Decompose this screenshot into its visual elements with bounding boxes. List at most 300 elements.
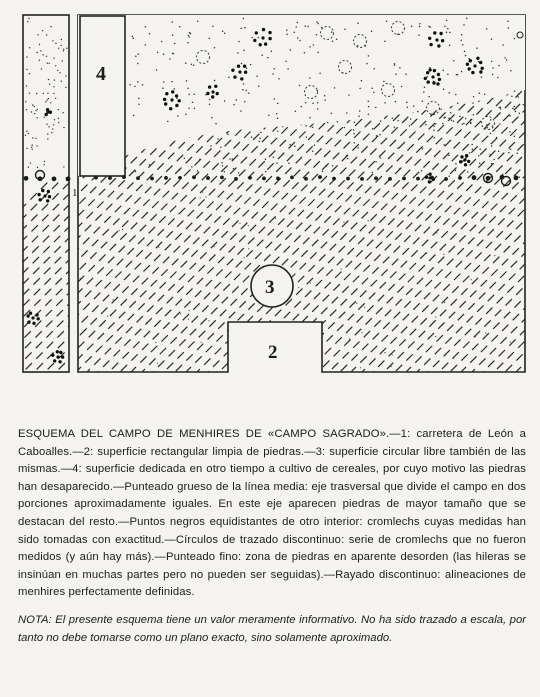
hatch-line xyxy=(534,0,540,400)
cromlech-stone xyxy=(471,71,474,74)
hatch-line xyxy=(0,0,8,400)
stipple-dot xyxy=(57,70,58,71)
stipple-dot xyxy=(359,110,361,112)
stipple-dot xyxy=(173,53,175,55)
stipple-dot xyxy=(343,222,344,223)
stipple-dot xyxy=(58,122,59,123)
stipple-dot xyxy=(174,43,176,45)
stipple-dot xyxy=(25,101,26,102)
cromlech-stone xyxy=(436,82,439,85)
stipple-dot xyxy=(258,37,260,39)
stipple-dot xyxy=(443,88,445,90)
stipple-dot xyxy=(27,21,28,22)
stipple-dot xyxy=(490,119,492,121)
stipple-dot xyxy=(243,49,245,51)
stipple-dot xyxy=(28,167,29,168)
cromlech-stone xyxy=(244,71,247,74)
stipple-dot xyxy=(463,123,465,125)
stipple-dot xyxy=(55,65,56,66)
hatch-line xyxy=(0,0,74,400)
axis-stone xyxy=(360,177,364,181)
stipple-dot xyxy=(65,75,66,76)
stipple-dot xyxy=(251,136,253,138)
stipple-dot xyxy=(133,115,135,117)
stipple-dot xyxy=(31,111,32,112)
cromlech-center xyxy=(31,316,34,319)
stipple-dot xyxy=(313,44,315,46)
stipple-dot xyxy=(299,85,301,87)
stipple-dot xyxy=(202,192,203,193)
stipple-dot xyxy=(248,92,250,94)
stipple-dot xyxy=(52,128,53,129)
stipple-dot xyxy=(493,159,495,161)
stipple-dot xyxy=(462,123,464,125)
stipple-dot xyxy=(371,88,373,90)
stipple-dot xyxy=(265,171,267,173)
stipple-dot xyxy=(406,101,408,103)
stipple-dot xyxy=(227,134,229,136)
cromlech-center xyxy=(238,70,241,73)
cromlech-stone xyxy=(432,178,435,181)
stipple-dot xyxy=(193,64,195,66)
axis-stone xyxy=(248,176,252,180)
stipple-dot xyxy=(331,31,333,33)
stipple-dot xyxy=(286,340,287,341)
stipple-dot xyxy=(337,121,339,123)
cromlech-stone xyxy=(175,104,178,107)
stipple-dot xyxy=(189,310,190,311)
stipple-dot xyxy=(119,230,120,231)
cromlech-stone xyxy=(459,160,462,163)
stipple-dot xyxy=(236,99,238,101)
hatch-line xyxy=(0,180,61,380)
stipple-dot xyxy=(32,144,33,145)
stipple-dot xyxy=(217,138,219,140)
stipple-dot xyxy=(142,84,144,86)
stipple-dot xyxy=(53,124,54,125)
stipple-dot xyxy=(346,112,348,114)
stipple-dot xyxy=(357,22,359,24)
stipple-dot xyxy=(399,67,401,69)
stipple-dot xyxy=(417,111,419,113)
stipple-dot xyxy=(305,102,307,104)
stipple-dot xyxy=(383,81,385,83)
stipple-dot xyxy=(51,132,52,133)
stipple-dot xyxy=(113,299,114,300)
stipple-dot xyxy=(317,102,319,104)
stipple-dot xyxy=(455,170,457,172)
stipple-dot xyxy=(47,133,48,134)
stipple-dot xyxy=(515,111,517,113)
stipple-dot xyxy=(310,282,311,283)
hatch-line xyxy=(59,180,259,380)
cromlech-center xyxy=(261,36,264,39)
cromlech-stone xyxy=(438,78,441,81)
stipple-dot xyxy=(49,84,50,85)
stipple-dot xyxy=(224,171,226,173)
stipple-dot xyxy=(29,73,30,74)
stipple-dot xyxy=(271,51,273,53)
cromlech-stone xyxy=(439,32,442,35)
stipple-dot xyxy=(258,85,260,87)
stipple-dot xyxy=(401,86,403,88)
stipple-dot xyxy=(37,52,38,53)
stipple-dot xyxy=(149,164,151,166)
stipple-dot xyxy=(476,47,478,49)
stipple-dot xyxy=(135,55,137,57)
stipple-dot xyxy=(268,115,270,117)
stipple-dot xyxy=(353,133,355,135)
stipple-dot xyxy=(299,40,301,42)
stipple-dot xyxy=(176,97,178,99)
stipple-dot xyxy=(498,65,500,67)
stipple-dot xyxy=(492,125,494,127)
stipple-dot xyxy=(434,137,436,139)
stipple-dot xyxy=(446,32,448,34)
axis-stone xyxy=(332,177,336,181)
stipple-dot xyxy=(250,64,252,66)
stipple-dot xyxy=(158,247,159,248)
stipple-dot xyxy=(129,84,131,86)
stipple-dot xyxy=(171,81,173,83)
stipple-dot xyxy=(277,117,279,119)
stipple-dot xyxy=(191,166,193,168)
stipple-dot xyxy=(289,144,291,146)
stipple-dot xyxy=(273,68,275,70)
stipple-dot xyxy=(46,56,47,57)
cromlech-stone xyxy=(255,31,258,34)
cromlech-stone xyxy=(467,160,470,163)
stipple-dot xyxy=(28,133,29,134)
cromlech-stone xyxy=(262,28,265,31)
stipple-dot xyxy=(241,63,243,65)
stipple-dot xyxy=(179,26,181,28)
cromlech-stone xyxy=(46,199,49,202)
cromlech-stone xyxy=(437,44,440,47)
cromlech-stone xyxy=(214,85,217,88)
stipple-dot xyxy=(479,92,481,94)
stipple-dot xyxy=(496,116,498,118)
stipple-dot xyxy=(375,107,377,109)
stipple-dot xyxy=(149,33,151,35)
stipple-dot xyxy=(28,18,29,19)
stipple-dot xyxy=(35,138,36,139)
stipple-dot xyxy=(138,97,140,99)
stipple-dot xyxy=(220,146,222,148)
cromlech-stone xyxy=(432,81,435,84)
stipple-dot xyxy=(228,76,230,78)
stipple-dot xyxy=(443,254,444,255)
stipple-dot xyxy=(440,108,442,110)
stipple-dot xyxy=(61,81,62,82)
stipple-dot xyxy=(353,142,355,144)
stipple-dot xyxy=(469,152,471,154)
stipple-dot xyxy=(435,123,437,125)
stipple-dot xyxy=(395,73,397,75)
stipple-dot xyxy=(516,152,518,154)
stipple-dot xyxy=(35,110,36,111)
stipple-dot xyxy=(197,20,199,22)
stipple-dot xyxy=(443,144,445,146)
axis-stone xyxy=(276,176,280,180)
stipple-dot xyxy=(254,362,255,363)
stipple-dot xyxy=(48,98,49,99)
stipple-dot xyxy=(34,106,35,107)
stipple-dot xyxy=(419,26,421,28)
stipple-dot xyxy=(157,52,159,54)
stipple-dot xyxy=(25,135,26,136)
stipple-dot xyxy=(510,341,511,342)
stipple-dot xyxy=(273,157,275,159)
cromlech-stone xyxy=(39,198,42,201)
stipple-dot xyxy=(294,31,296,33)
stipple-dot xyxy=(305,125,307,127)
stipple-dot xyxy=(243,83,245,85)
stipple-dot xyxy=(409,125,411,127)
stipple-dot xyxy=(174,88,176,90)
stipple-dot xyxy=(157,363,158,364)
stipple-dot xyxy=(344,29,346,31)
stipple-dot xyxy=(356,303,357,304)
stipple-dot xyxy=(331,113,333,115)
cromlech-stone xyxy=(268,37,271,40)
stipple-dot xyxy=(58,48,59,49)
stipple-dot xyxy=(274,98,276,100)
stipple-dot xyxy=(506,59,508,61)
stipple-dot xyxy=(518,96,520,98)
stipple-dot xyxy=(290,49,292,51)
stipple-dot xyxy=(39,44,40,45)
cromlech-stone xyxy=(35,313,38,316)
stipple-dot xyxy=(212,25,214,27)
stipple-dot xyxy=(509,131,511,133)
axis-stone xyxy=(52,176,57,181)
stipple-dot xyxy=(242,89,244,91)
hatch-line xyxy=(0,0,85,400)
label-3: 3 xyxy=(265,277,275,298)
stipple-dot xyxy=(145,26,147,28)
hatch-mask xyxy=(78,15,525,176)
cromlech-stone xyxy=(45,113,48,116)
stipple-dot xyxy=(334,87,336,89)
stipple-dot xyxy=(31,146,32,147)
stipple-dot xyxy=(46,34,47,35)
axis-stone xyxy=(262,176,266,180)
axis-stone xyxy=(374,176,378,180)
stipple-dot xyxy=(450,112,452,114)
stipple-dot xyxy=(448,154,450,156)
cromlech-stone xyxy=(268,31,271,34)
stipple-dot xyxy=(200,197,201,198)
stipple-dot xyxy=(508,152,510,154)
stipple-dot xyxy=(360,367,361,368)
stipple-dot xyxy=(224,32,226,34)
stipple-dot xyxy=(188,107,190,109)
cromlech-stone xyxy=(27,321,30,324)
cromlech-center xyxy=(435,38,438,41)
stipple-dot xyxy=(63,127,64,128)
stipple-dot xyxy=(188,35,190,37)
stipple-dot xyxy=(405,119,407,121)
stipple-dot xyxy=(455,163,457,165)
stipple-dot xyxy=(484,93,486,95)
cromlech-center xyxy=(170,98,173,101)
stipple-dot xyxy=(272,73,274,75)
stipple-dot xyxy=(316,21,318,23)
stipple-dot xyxy=(209,103,211,105)
stipple-dot xyxy=(470,123,472,125)
stipple-dot xyxy=(169,58,171,60)
cromlech-stone xyxy=(428,173,431,176)
stipple-dot xyxy=(62,112,63,113)
cromlech-stone xyxy=(479,70,482,73)
stipple-dot xyxy=(472,102,474,104)
stipple-dot xyxy=(478,155,480,157)
stipple-dot xyxy=(239,223,240,224)
cromlech-stone xyxy=(253,39,256,42)
stipple-dot xyxy=(327,122,329,124)
stipple-dot xyxy=(394,126,396,128)
stipple-dot xyxy=(197,170,199,172)
cromlech-stone xyxy=(237,65,240,68)
stipple-dot xyxy=(472,148,474,150)
axis-stone xyxy=(24,176,29,181)
stipple-dot xyxy=(40,50,41,51)
stipple-dot xyxy=(205,196,206,197)
stipple-dot xyxy=(380,157,382,159)
stipple-dot xyxy=(444,26,446,28)
stipple-dot xyxy=(135,171,137,173)
stipple-dot xyxy=(361,80,363,82)
stipple-dot xyxy=(433,129,435,131)
stipple-dot xyxy=(215,123,217,125)
stipple-dot xyxy=(358,116,360,118)
cromlech-stone xyxy=(59,351,62,354)
stipple-dot xyxy=(46,124,47,125)
stipple-dot xyxy=(66,48,67,49)
stipple-dot xyxy=(324,95,326,97)
stipple-dot xyxy=(491,145,493,147)
cromlech-stone xyxy=(175,94,178,97)
stipple-dot xyxy=(188,319,189,320)
stipple-dot xyxy=(423,91,425,93)
stipple-dot xyxy=(447,73,449,75)
stipple-dot xyxy=(251,37,253,39)
stipple-dot xyxy=(167,121,169,123)
axis-stone xyxy=(178,176,182,180)
stipple-dot xyxy=(447,28,449,30)
stipple-dot xyxy=(50,102,51,103)
stipple-dot xyxy=(49,63,50,64)
stipple-dot xyxy=(50,26,51,27)
figure-caption xyxy=(18,426,526,602)
cromlech-stone xyxy=(464,163,467,166)
axis-stone xyxy=(304,177,308,181)
stipple-dot xyxy=(319,73,321,75)
stipple-dot xyxy=(132,36,134,38)
axis-stone xyxy=(164,176,168,180)
stipple-dot xyxy=(504,57,506,59)
hatch-line xyxy=(15,180,215,380)
stipple-dot xyxy=(466,18,468,20)
stipple-dot xyxy=(467,171,469,173)
stipple-dot xyxy=(498,151,500,153)
stipple-dot xyxy=(180,313,181,314)
hatch-line xyxy=(0,180,72,380)
stipple-dot xyxy=(397,120,399,122)
stipple-dot xyxy=(36,145,37,146)
cromlech-stone xyxy=(37,317,40,320)
stipple-dot xyxy=(244,257,245,258)
stipple-dot xyxy=(26,148,27,149)
stipple-dot xyxy=(508,27,510,29)
stipple-dot xyxy=(314,145,316,147)
stipple-dot xyxy=(344,127,346,129)
stipple-dot xyxy=(464,51,466,53)
stipple-dot xyxy=(47,138,48,139)
stipple-dot xyxy=(444,117,446,119)
stipple-dot xyxy=(301,106,303,108)
stipple-dot xyxy=(26,131,27,132)
stipple-dot xyxy=(240,110,242,112)
stipple-dot xyxy=(63,166,64,167)
stipple-dot xyxy=(237,52,239,54)
stipple-dot xyxy=(429,67,431,69)
axis-stone xyxy=(108,176,112,180)
cromlech-stone xyxy=(437,73,440,76)
stipple-dot xyxy=(368,123,370,125)
stipple-dot xyxy=(37,109,38,110)
stipple-dot xyxy=(58,109,59,110)
stipple-dot xyxy=(37,34,38,35)
cromlech-stone xyxy=(231,69,234,72)
stipple-dot xyxy=(276,162,278,164)
hatch-line xyxy=(0,0,63,400)
stipple-dot xyxy=(371,30,373,32)
stipple-dot xyxy=(446,20,448,22)
stipple-dot xyxy=(300,363,301,364)
cromlech-stone xyxy=(233,75,236,78)
stipple-dot xyxy=(260,132,262,134)
cromlech-stone xyxy=(56,350,59,353)
axis-stone xyxy=(94,176,98,180)
cromlech-stone xyxy=(53,359,56,362)
stipple-dot xyxy=(491,38,493,40)
stipple-dot xyxy=(137,53,139,55)
stipple-dot xyxy=(186,80,188,82)
stipple-dot xyxy=(61,45,62,46)
cromlech-stone xyxy=(61,355,64,358)
stipple-dot xyxy=(491,61,493,63)
hatch-line xyxy=(4,180,204,380)
stipple-dot xyxy=(214,80,216,82)
stipple-dot xyxy=(256,76,258,78)
stipple-dot xyxy=(392,118,394,120)
cromlech-stone xyxy=(37,193,40,196)
label-2: 2 xyxy=(268,342,278,363)
stipple-dot xyxy=(276,113,278,115)
stipple-dot xyxy=(59,72,60,73)
stipple-dot xyxy=(312,150,314,152)
stipple-dot xyxy=(449,45,451,47)
stipple-dot xyxy=(332,40,334,42)
stipple-dot xyxy=(372,172,374,174)
stipple-dot xyxy=(316,34,318,36)
stipple-dot xyxy=(177,115,179,117)
stipple-dot xyxy=(47,63,48,64)
stipple-dot xyxy=(26,69,27,70)
stipple-dot xyxy=(435,317,436,318)
